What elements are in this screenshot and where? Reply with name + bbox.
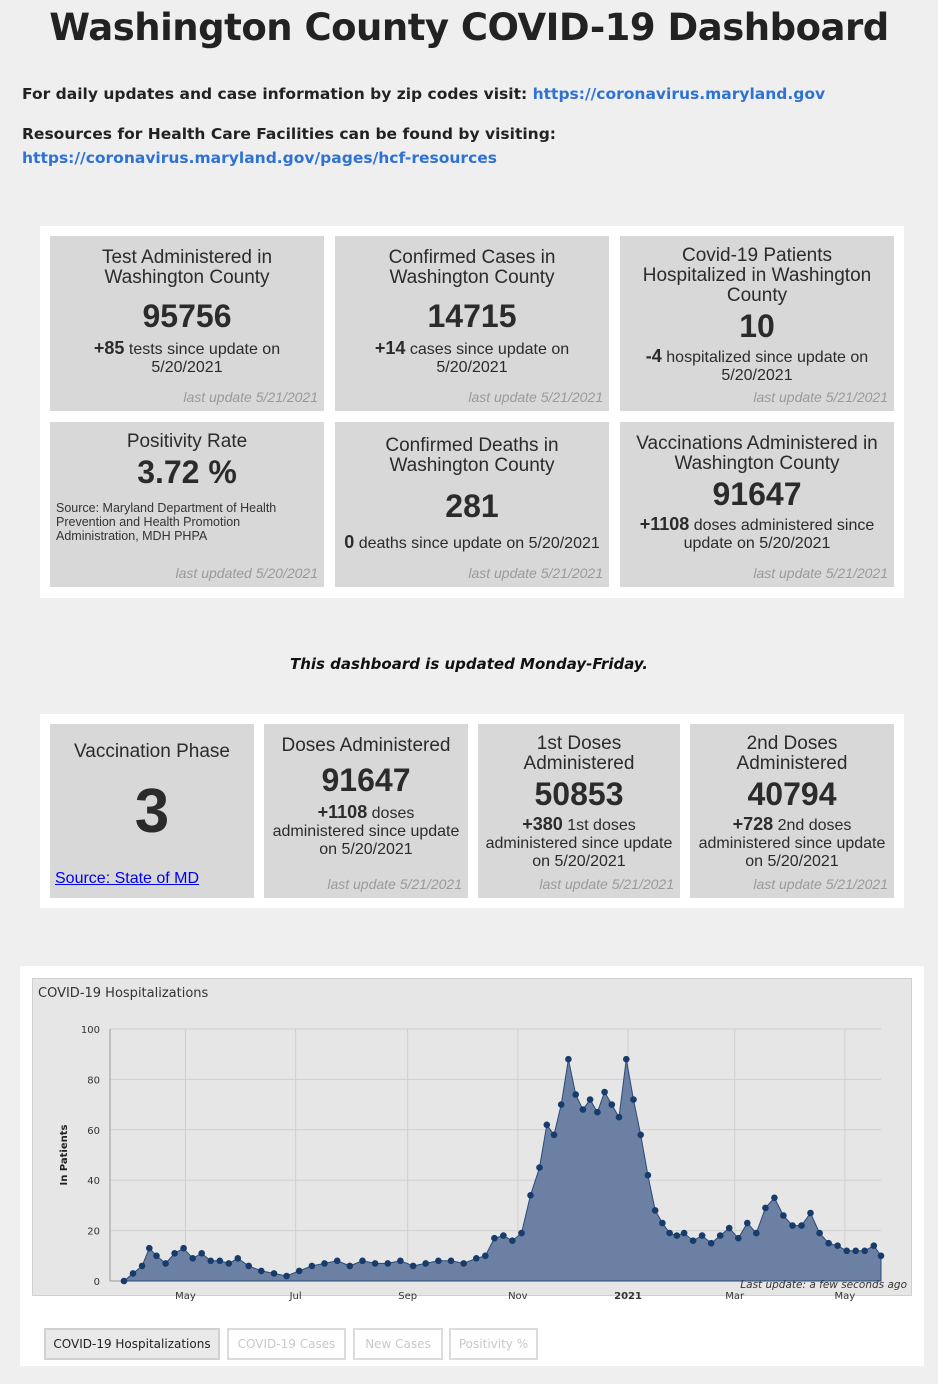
data-point (397, 1258, 404, 1265)
data-point (491, 1235, 498, 1242)
card-updated: last update 5/21/2021 (753, 876, 888, 892)
card-updated: last update 5/21/2021 (753, 565, 888, 581)
card-value: 95756 (142, 298, 232, 334)
card-value: 3.72 % (137, 454, 237, 490)
card-updated: last updated 5/20/2021 (175, 565, 318, 581)
data-point (762, 1205, 769, 1212)
x-tick-label: 2021 (614, 1291, 642, 1302)
card-delta: +85 (93, 338, 125, 358)
x-tick-label: Sep (398, 1291, 418, 1302)
card-change (478, 815, 680, 871)
data-point (708, 1240, 715, 1247)
card-label: 2nd Doses Administered (736, 733, 848, 774)
data-point (616, 1114, 623, 1121)
data-point (422, 1260, 429, 1267)
hospitalized-card (620, 236, 894, 411)
data-point (871, 1242, 878, 1249)
card-value: 10 (739, 308, 775, 344)
card-delta: -4 (645, 346, 662, 366)
x-tick-label: Nov (508, 1291, 528, 1302)
data-point (780, 1212, 787, 1219)
card-label: Vaccinations Administered in Washington County (636, 433, 878, 474)
data-point (347, 1263, 354, 1270)
data-point (518, 1230, 525, 1237)
card-delta-text: tests since update on 5/20/2021 (128, 341, 281, 376)
deaths-card (335, 422, 609, 587)
card-label: Confirmed Cases in Washington County (388, 247, 556, 288)
hospitalizations-chart (33, 979, 911, 1302)
card-change (264, 803, 468, 859)
tests-card (50, 236, 324, 411)
second-doses-card (690, 724, 894, 898)
data-point (572, 1091, 579, 1098)
data-point (130, 1270, 137, 1277)
card-change (620, 347, 894, 385)
data-point (565, 1056, 572, 1063)
source-link[interactable]: Source: State of MD (55, 870, 200, 887)
data-point (807, 1210, 814, 1217)
zip-info-text: For daily updates and case information by zip codes visit: (22, 85, 528, 103)
data-point (198, 1250, 205, 1257)
data-point (580, 1106, 587, 1113)
card-delta: +728 (732, 814, 774, 834)
data-point (460, 1260, 467, 1267)
chart-area (32, 978, 912, 1302)
data-point (699, 1232, 706, 1239)
card-updated: last update 5/21/2021 (539, 876, 674, 892)
data-point (798, 1222, 805, 1229)
positivity-card (50, 422, 324, 587)
y-tick-label: 0 (93, 1277, 100, 1288)
vaccinations-card (620, 422, 894, 587)
series-area (124, 1059, 881, 1281)
card-label: 1st Doses Administered (523, 733, 635, 774)
data-point (825, 1240, 832, 1247)
card-label: Positivity Rate (126, 431, 248, 452)
data-point (226, 1260, 233, 1267)
data-point (594, 1109, 601, 1116)
data-point (235, 1255, 242, 1262)
card-delta-text: 1st doses administered since update on 5/20/2021 (485, 817, 673, 870)
data-point (189, 1255, 196, 1262)
data-point (283, 1273, 290, 1280)
data-point (435, 1258, 442, 1265)
data-point (245, 1263, 252, 1270)
card-change (620, 515, 894, 553)
y-tick-label: 60 (87, 1125, 100, 1137)
y-tick-label: 100 (80, 1025, 100, 1036)
card-delta-text: cases since update on 5/20/2021 (409, 341, 570, 376)
card-label: Test Administered in Washington County (101, 247, 273, 288)
doses-card (264, 724, 468, 898)
data-point (309, 1263, 316, 1270)
hcf-link[interactable]: https://coronavirus.maryland.gov/pages/hcf-resources (22, 149, 497, 167)
data-point (771, 1195, 778, 1202)
data-point (509, 1237, 516, 1244)
card-updated: last update 5/21/2021 (468, 565, 603, 581)
card-updated: last update 5/21/2021 (183, 389, 318, 405)
card-value: 14715 (427, 298, 517, 334)
data-point (359, 1258, 366, 1265)
card-label: Covid-19 Patients Hospitalized in Washington County (642, 245, 872, 306)
data-point (321, 1260, 328, 1267)
zip-link[interactable]: https://coronavirus.maryland.gov (532, 85, 826, 103)
data-point (744, 1220, 751, 1227)
data-point (334, 1258, 341, 1265)
data-point (666, 1230, 673, 1237)
hcf-info-text: Resources for Health Care Facilities can be found by visiting: (22, 125, 557, 143)
update-note: This dashboard is updated Monday-Friday. (289, 655, 648, 673)
card-value: 40794 (747, 776, 837, 812)
data-point (180, 1245, 187, 1252)
data-point (690, 1237, 697, 1244)
data-point (410, 1263, 417, 1270)
hcf-info (22, 122, 922, 170)
data-point (816, 1230, 823, 1237)
chart-last-update: Last update: a few seconds ago (740, 1279, 907, 1291)
data-point (258, 1268, 265, 1275)
chart-panel (20, 966, 924, 1366)
x-tick-label: Jul (289, 1291, 302, 1302)
data-point (587, 1096, 594, 1103)
card-delta: +14 (374, 338, 406, 358)
data-point (878, 1253, 885, 1260)
card-value: 50853 (534, 776, 624, 812)
data-point (551, 1132, 558, 1139)
zip-info (22, 82, 922, 106)
data-point (843, 1248, 850, 1255)
x-tick-label: May (834, 1291, 856, 1302)
data-point (121, 1278, 128, 1285)
card-updated: last update 5/21/2021 (327, 876, 462, 892)
data-point (652, 1207, 659, 1214)
card-value: 91647 (712, 476, 802, 512)
stats-panel (40, 226, 904, 598)
data-point (500, 1232, 507, 1239)
y-tick-label: 20 (87, 1226, 100, 1238)
data-point (448, 1258, 455, 1265)
data-point (637, 1132, 644, 1139)
y-axis-label: In Patients (59, 1124, 70, 1186)
data-point (207, 1258, 214, 1265)
card-change (335, 533, 609, 553)
data-point (271, 1270, 278, 1277)
card-label: Vaccination Phase (74, 741, 230, 762)
card-value: 281 (445, 488, 499, 524)
data-point (171, 1250, 178, 1257)
cases-card (335, 236, 609, 411)
data-point (217, 1258, 224, 1265)
tab-new-cases[interactable]: New Cases (353, 1328, 443, 1360)
tab-positivity[interactable]: Positivity % (449, 1328, 538, 1360)
card-delta-text: doses administered since update on 5/20/2021 (272, 805, 460, 858)
card-change (335, 339, 609, 377)
card-delta-text: 2nd doses administered since update on 5/20/2021 (698, 817, 886, 870)
data-point (717, 1232, 724, 1239)
x-tick-label: Mar (725, 1291, 745, 1302)
data-point (146, 1245, 153, 1252)
data-point (162, 1260, 169, 1267)
card-change (50, 339, 324, 377)
card-updated: last update 5/21/2021 (753, 389, 888, 405)
data-point (296, 1268, 303, 1275)
card-change (690, 815, 894, 871)
card-delta-text: hospitalized since update on 5/20/2021 (666, 349, 869, 384)
card-label: Doses Administered (281, 735, 451, 756)
data-point (153, 1253, 160, 1260)
card-updated: last update 5/21/2021 (468, 389, 603, 405)
data-point (623, 1056, 630, 1063)
chart-title: COVID-19 Hospitalizations (38, 986, 209, 1001)
data-point (645, 1172, 652, 1179)
data-point (789, 1222, 796, 1229)
data-point (726, 1225, 733, 1232)
page-title: Washington County COVID-19 Dashboard (49, 6, 889, 49)
data-point (674, 1232, 681, 1239)
data-point (659, 1220, 666, 1227)
data-point (609, 1101, 616, 1108)
data-point (735, 1235, 742, 1242)
card-label: Confirmed Deaths in Washington County (385, 435, 559, 476)
card-delta-text: deaths since update on 5/20/2021 (358, 535, 600, 552)
data-point (385, 1260, 392, 1267)
data-point (681, 1230, 688, 1237)
card-source: Source: Maryland Department of Health Prevention and Health Promotion Administration, MDH PHPA (56, 501, 277, 543)
card-delta: 0 (344, 532, 355, 552)
y-tick-label: 80 (87, 1075, 100, 1087)
card-delta: +1108 (317, 802, 368, 822)
tab-hospitalizations[interactable]: COVID-19 Hospitalizations (44, 1328, 220, 1360)
first-doses-card (478, 724, 680, 898)
data-point (601, 1089, 608, 1096)
card-value: 91647 (321, 762, 411, 798)
vaccination-phase-card (50, 724, 254, 898)
data-point (473, 1255, 480, 1262)
phase-value: 3 (134, 777, 170, 846)
data-point (558, 1101, 565, 1108)
data-point (482, 1253, 489, 1260)
x-tick-label: May (175, 1291, 196, 1302)
data-point (372, 1260, 379, 1267)
data-point (527, 1192, 534, 1199)
card-delta-text: doses administered since update on 5/20/2021 (683, 517, 875, 552)
data-point (630, 1096, 637, 1103)
vaccine-panel (40, 714, 904, 908)
data-point (753, 1230, 760, 1237)
tab-cases[interactable]: COVID-19 Cases (227, 1328, 346, 1360)
data-point (139, 1263, 146, 1270)
data-point (852, 1248, 859, 1255)
data-point (544, 1122, 551, 1129)
data-point (861, 1248, 868, 1255)
y-tick-label: 40 (87, 1176, 100, 1188)
card-delta: +1108 (639, 514, 690, 534)
data-point (536, 1164, 543, 1171)
card-delta: +380 (522, 814, 563, 834)
data-point (834, 1242, 841, 1249)
